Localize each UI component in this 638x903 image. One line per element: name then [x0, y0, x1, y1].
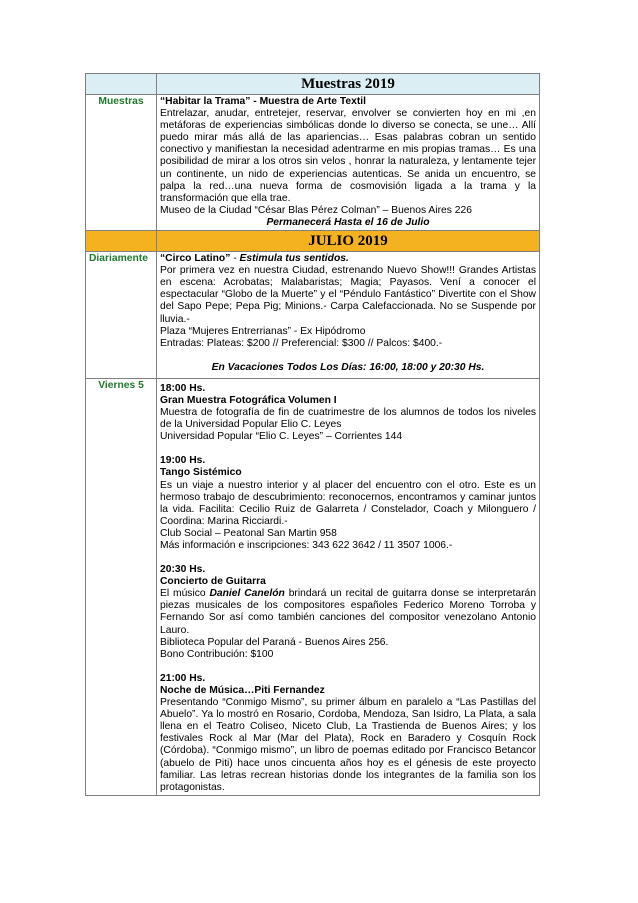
title-separator: -: [230, 253, 240, 265]
event-until: Permanecerá Hasta el 16 de Julio: [266, 216, 430, 228]
event-description: [160, 588, 536, 636]
event-title: Tango Sistémico: [160, 467, 242, 479]
description-rest: brindará un recital de guitarra donse se interpretarán piezas musicales de los compositores españoles Federico Moreno Torroba y Fernando Sor así como también canciones del compositor venezolano Antonio Lauro.: [160, 588, 536, 636]
event-title-line: [160, 253, 536, 265]
event-title: Gran Muestra Fotográfica Volumen I: [160, 394, 337, 406]
event-venue: Biblioteca Popular del Paraná - Buenos Aires 256.: [160, 636, 389, 648]
header-empty-cell: [86, 231, 157, 252]
muestras-row: [86, 95, 540, 231]
viernes-label: Viernes 5: [86, 378, 157, 795]
viernes-row: [86, 378, 540, 795]
diariamente-label: Diariamente: [86, 252, 157, 379]
muestras-label: Muestras: [86, 95, 157, 231]
event-description: Entrelazar, anudar, entretejer, reservar, envolver se convierten hoy en mi ,en metáforas de experiencias simbólicas donde lo diverso se conecta, se une… Allí puedo mirar más allá de las apariencias… Esas palabras cobran un sentido conectivo y manifiestan la necesidad adentrarme en mis propias tramas… Es una posibilidad de mirar a los otros sin velos , honrar la naturaleza, y lentamente tejer un continente, un nido de experiencias autenticas. Se anida un encuentro, se palpa la red…una nueva forma de cosmovisión ligada a la trama y la transformación que ella trae.: [160, 108, 536, 204]
diariamente-content: [157, 252, 540, 379]
event-venue: Club Social – Peatonal San Martin 958: [160, 527, 337, 539]
event-info: Más información e inscripciones: 343 622 3642 / 11 3507 1006.-: [160, 540, 453, 551]
event-description: Por primera vez en nuestra Ciudad, estrenando Nuevo Show!!! Grandes Artistas en escena: Acrobatas; Malabaristas; Magia; Payasos. Vení a conocer el espectacular “Globo de la Muerte” y el “Péndulo Fantástico” Divertite con el Show del Sapo Pepe; Pepa Pig; Minions.- Carpa Calefaccionada. No se Suspende por lluvia.-: [160, 265, 536, 325]
event-time: 21:00 Hs.: [160, 672, 206, 684]
event-title: “Circo Latino”: [160, 253, 231, 265]
diariamente-row: [86, 252, 540, 379]
event-time: 18:00 Hs.: [160, 382, 206, 394]
event-prices: Entradas: Plateas: $200 // Preferencial: $300 // Palcos: $400.-: [160, 337, 443, 349]
event-description: Es un viaje a nuestro interior y al placer del encuentro con el otro. Este es un hermoso trabajo de descubrimiento: reconocernos, encontramos y caminar juntos la vida. Facilita: Cecilio Ruiz de Galarreta / Constelador, Coach y Milonguero / Coordina: Marina Ricciardi.-: [160, 479, 536, 527]
event-time: 19:00 Hs.: [160, 455, 206, 467]
event-info: Bono Contribución: $100: [160, 648, 274, 660]
muestras-header-title: Muestras 2019: [157, 74, 540, 95]
julio-header-row: [86, 231, 540, 252]
event-venue: Plaza “Mujeres Entrerrianas” - Ex Hipódromo: [160, 325, 366, 337]
event-venue: Universidad Popular “Elio C. Leyes” – Corrientes 144: [160, 431, 403, 443]
artist-name: Daniel Canelón: [209, 588, 285, 600]
event-time: 20:30 Hs.: [160, 564, 206, 576]
muestras-header-row: [86, 74, 540, 95]
header-empty-cell: [86, 74, 157, 95]
event-title: “Habitar la Trama” - Muestra de Arte Textil: [160, 96, 366, 107]
event-subtitle: Estimula tus sentidos.: [239, 253, 349, 265]
muestras-content: [157, 95, 540, 231]
viernes-content: [157, 378, 540, 795]
event-description: Presentando “Conmigo Mismo”, su primer álbum en paralelo a “Las Pastillas del Abuelo”. Ya lo mostró en Rosario, Cordoba, Mendoza, San Isidro, La Plata, a sala llena en el Teatro Coliseo, Niceto Club, La Trastienda de Buenos Aires; y los festivales Rock al Mar (Mar del Plata), Rock en Baradero y Cosquín Rock (Córdoba). “Conmigo mismo”, un libro de poemas editado por Francisco Betancor (abuelo de Piti) hace unos cincuenta años hoy es el génesis de este proyecto familiar. Las letras recrean historias donde los integrantes de la familia son los protagonistas.: [160, 697, 536, 793]
julio-header-title: JULIO 2019: [157, 231, 540, 252]
description-start: El músico: [160, 588, 210, 600]
event-title: Noche de Música…Piti Fernandez: [160, 684, 325, 696]
event-schedule: En Vacaciones Todos Los Días: 16:00, 18:00 y 20:30 Hs.: [211, 361, 485, 373]
event-title: Concierto de Guitarra: [160, 576, 266, 588]
event-description: Muestra de fotografía de fin de cuatrimestre de los alumnos de todos los niveles de la Universidad Popular Elio C. Leyes: [160, 407, 536, 431]
event-venue: Museo de la Ciudad “César Blas Pérez Colman” – Buenos Aires 226: [160, 204, 472, 216]
events-table: [85, 73, 540, 796]
